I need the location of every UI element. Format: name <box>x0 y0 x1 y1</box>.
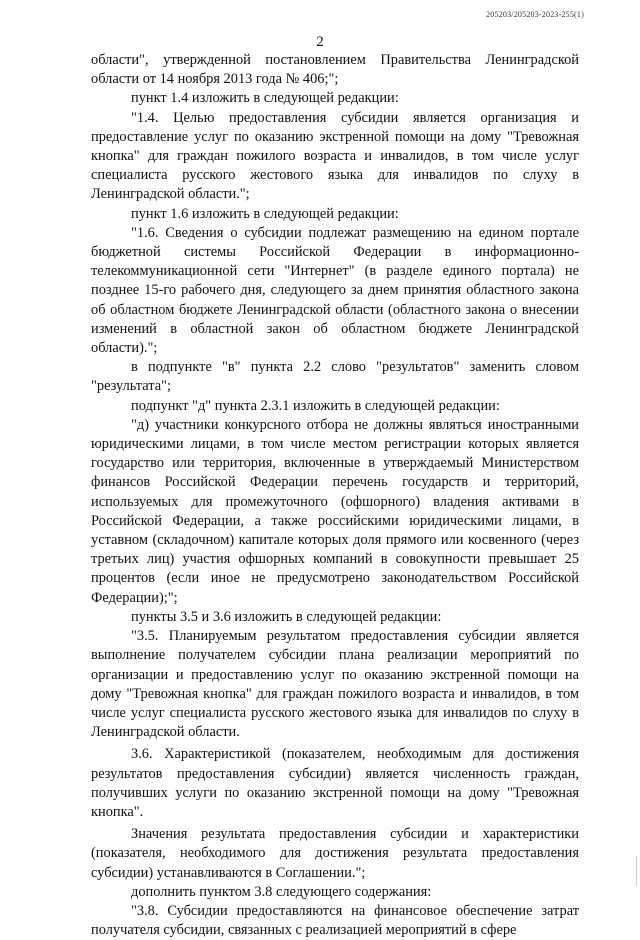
paragraph: в подпункте "в" пункта 2.2 слово "результатов" заменить словом "результата"; <box>91 359 579 395</box>
paragraph: пункт 1.6 изложить в следующей редакции: <box>131 205 399 222</box>
scan-edge-mark <box>636 856 637 886</box>
paragraph: "1.6. Сведения о субсидии подлежат размещению на едином портале бюджетной системы Российской Федерации в информационно-телекоммуникационной сети "Интернет" (в разделе единого портала) не позднее 15-го рабочего дня, следующего за днем принятия областного закона об областном бюджете Ленинградской области (областного закона о внесении изменений в областной закон об областном бюджете Ленинградской области)."; <box>91 224 579 357</box>
paragraph: "3.5. Планируемым результатом предоставления субсидии является выполнение получателем субсидии плана реализации мероприятий по организации и предоставлению услуг по оказанию экстренной помощи на дому "Тревожная кнопка" для граждан пожилого возраста и инвалидов, в том числе услуг специалиста русского жестового языка для инвалидов по слуху в Ленинградской области. <box>91 628 579 741</box>
paragraph: 3.6. Характеристикой (показателем, необходимым для достижения результатов предоставления субсидии) является численность граждан, получивших услуги по оказанию экстренной помощи на дому "Тревожная кнопка". <box>91 746 579 820</box>
paragraph: Значения результата предоставления субсидии и характеристики (показателя, необходимого для достижения результата предоставления субсидии) устанавливаются в Соглашении."; <box>91 826 579 881</box>
paragraph: пункты 3.5 и 3.6 изложить в следующей редакции: <box>131 608 442 625</box>
paragraph: пункт 1.4 изложить в следующей редакции: <box>131 90 399 107</box>
paragraph: "1.4. Целью предоставления субсидии является организация и предоставление услуг по оказанию экстренной помощи на дому "Тревожная кнопка" для граждан пожилого возраста и инвалидов, в том числе услуг специалиста русского жестового языка для инвалидов по слуху в Ленинградской области."; <box>91 109 579 203</box>
paragraph: "д) участники конкурсного отбора не должны являться иностранными юридическими лицами, в том числе местом регистрации которых является государство или территория, включенные в утверждаемый Министерством финансов Российской Федерации перечень государств и территорий, используемых для промежуточного (офшорного) владения активами в Российской Федерации, а также российскими юридическими лицами, в уставном (складочном) капитале которых доля прямого или косвенного (через третьих лиц) участия офшорных компаний в совокупности превышает 25 процентов (если иное не предусмотрено законодательством Российской Федерации);"; <box>91 416 579 606</box>
document-id: 205203/205203-2023-255(1) <box>486 10 584 19</box>
paragraph: дополнить пунктом 3.8 следующего содержания: <box>131 883 432 900</box>
page-number: 2 <box>316 34 324 50</box>
paragraph: области", утвержденной постановлением Правительства Ленинградской области от 14 ноября 2013 года № 406;"; <box>91 52 579 88</box>
paragraph: подпункт "д" пункта 2.3.1 изложить в следующей редакции: <box>131 397 500 414</box>
paragraph: "3.8. Субсидии предоставляются на финансовое обеспечение затрат получателя субсидии, связанных с реализацией мероприятий в сфере <box>91 902 579 939</box>
document-body <box>91 51 579 940</box>
